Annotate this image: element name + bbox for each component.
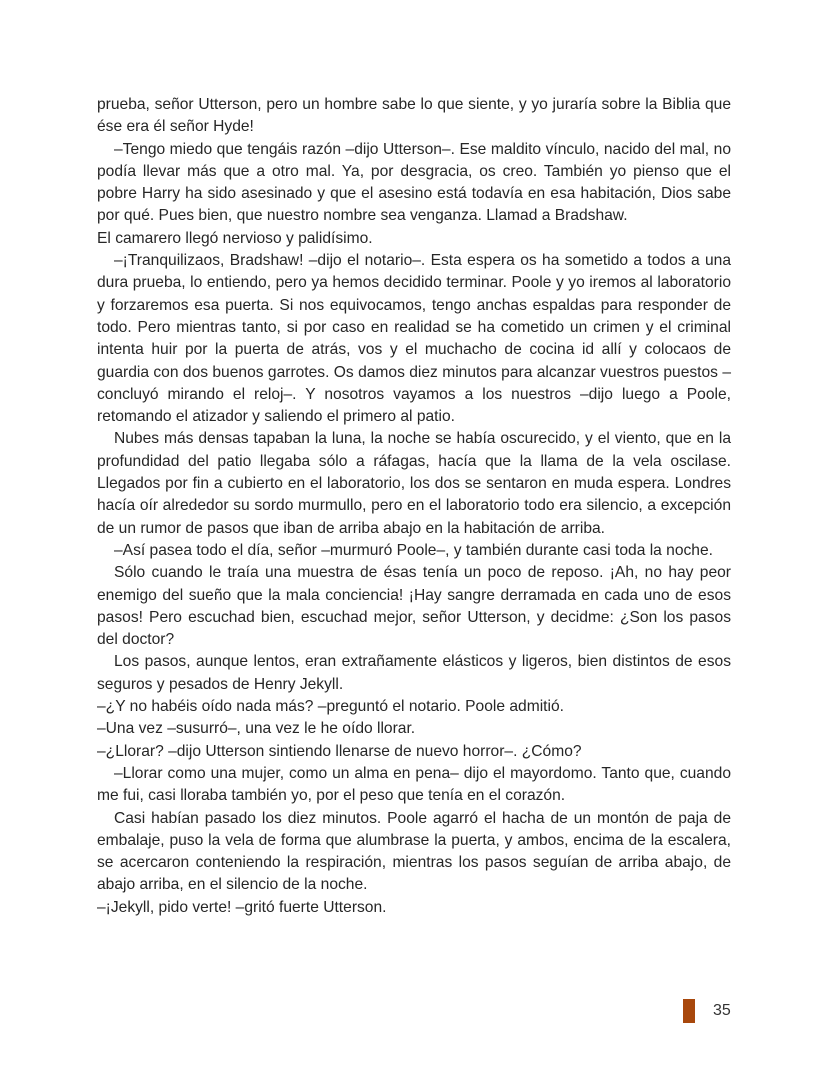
page-footer xyxy=(683,999,731,1023)
page-number: 35 xyxy=(713,1002,731,1019)
paragraph: El camarero llegó nervioso y palidísimo. xyxy=(97,229,373,247)
paragraph: prueba, señor Utterson, pero un hombre sabe lo que siente, y yo juraría sobre la Biblia que ése era él señor Hyde! xyxy=(97,96,731,136)
paragraph: –Llorar como una mujer, como un alma en pena– dijo el mayordomo. Tanto que, cuando me fui, casi lloraba también yo, por el peso que tenía en el corazón. xyxy=(97,764,731,805)
paragraph: Nubes más densas tapaban la luna, la noche se había oscurecido, y el viento, que en la profundidad del patio llegaba sólo a ráfagas, hacía que la llama de la vela oscilase. Llegados por fin a cubierto en el laboratorio, los dos se sentaron en muda espera. Londres hacía oír alrededor su sordo murmullo, pero en el laboratorio todo era silencio, a excepción de un rumor de pasos que iban de arriba abajo en la habitación de arriba. xyxy=(97,430,731,537)
paragraph: –¡Jekyll, pido verte! –gritó fuerte Utterson. xyxy=(97,898,387,916)
page-body xyxy=(97,94,731,919)
paragraph: –Tengo miedo que tengáis razón –dijo Utterson–. Ese maldito vínculo, nacido del mal, no podía llevar más que a otro mal. Ya, por desgracia, os creo. También yo pienso que el pobre Harry ha sido asesinado y que el asesino está todavía en esa habitación, Dios sabe por qué. Pues bien, que nuestro nombre sea venganza. Llamad a Bradshaw. xyxy=(97,140,731,225)
paragraph: Sólo cuando le traía una muestra de ésas tenía un poco de reposo. ¡Ah, no hay peor enemigo del sueño que la mala conciencia! ¡Hay sangre derramada en cada uno de esos pasos! Pero escuchad bien, escuchad mejor, señor Utterson, y decidme: ¿Son los pasos del doctor? xyxy=(97,564,731,649)
paragraph: Casi habían pasado los diez minutos. Poole agarró el hacha de un montón de paja de embalaje, puso la vela de forma que alumbrase la puerta, y ambos, encima de la escalera, se acercaron conteniendo la respiración, mientras los pasos seguían de arriba abajo, de abajo arriba, en el silencio de la noche. xyxy=(97,809,731,894)
paragraph: –¿Y no habéis oído nada más? –preguntó el notario. Poole admitió. xyxy=(97,698,564,716)
paragraph: –Así pasea todo el día, señor –murmuró Poole–, y también durante casi toda la noche. xyxy=(114,541,713,559)
paragraph: –¡Tranquilizaos, Bradshaw! –dijo el notario–. Esta espera os ha sometido a todos a una dura prueba, lo entiendo, pero ya hemos decidido terminar. Poole y yo iremos al laboratorio y forzaremos esa puerta. Si nos equivocamos, tengo anchas espaldas para responder de todo. Pero mientras tanto, si por caso en realidad se ha cometido un crimen y el criminal intenta huir por la puerta de atrás, vos y el muchacho de cocina id allí y colocaos de guardia con dos buenos garrotes. Os damos diez minutos para alcanzar vuestros puestos –concluyó mirando el reloj–. Y nosotros vayamos a los nuestros –dijo luego a Poole, retomando el atizador y saliendo el primero al patio. xyxy=(97,252,731,426)
paragraph: –Una vez –susurró–, una vez le he oído llorar. xyxy=(97,720,416,738)
paragraph: Los pasos, aunque lentos, eran extrañamente elásticos y ligeros, bien distintos de esos seguros y pesados de Henry Jekyll. xyxy=(97,653,731,693)
paragraph: –¿Llorar? –dijo Utterson sintiendo llenarse de nuevo horror–. ¿Cómo? xyxy=(97,742,582,760)
page-marker-bar xyxy=(683,999,695,1023)
